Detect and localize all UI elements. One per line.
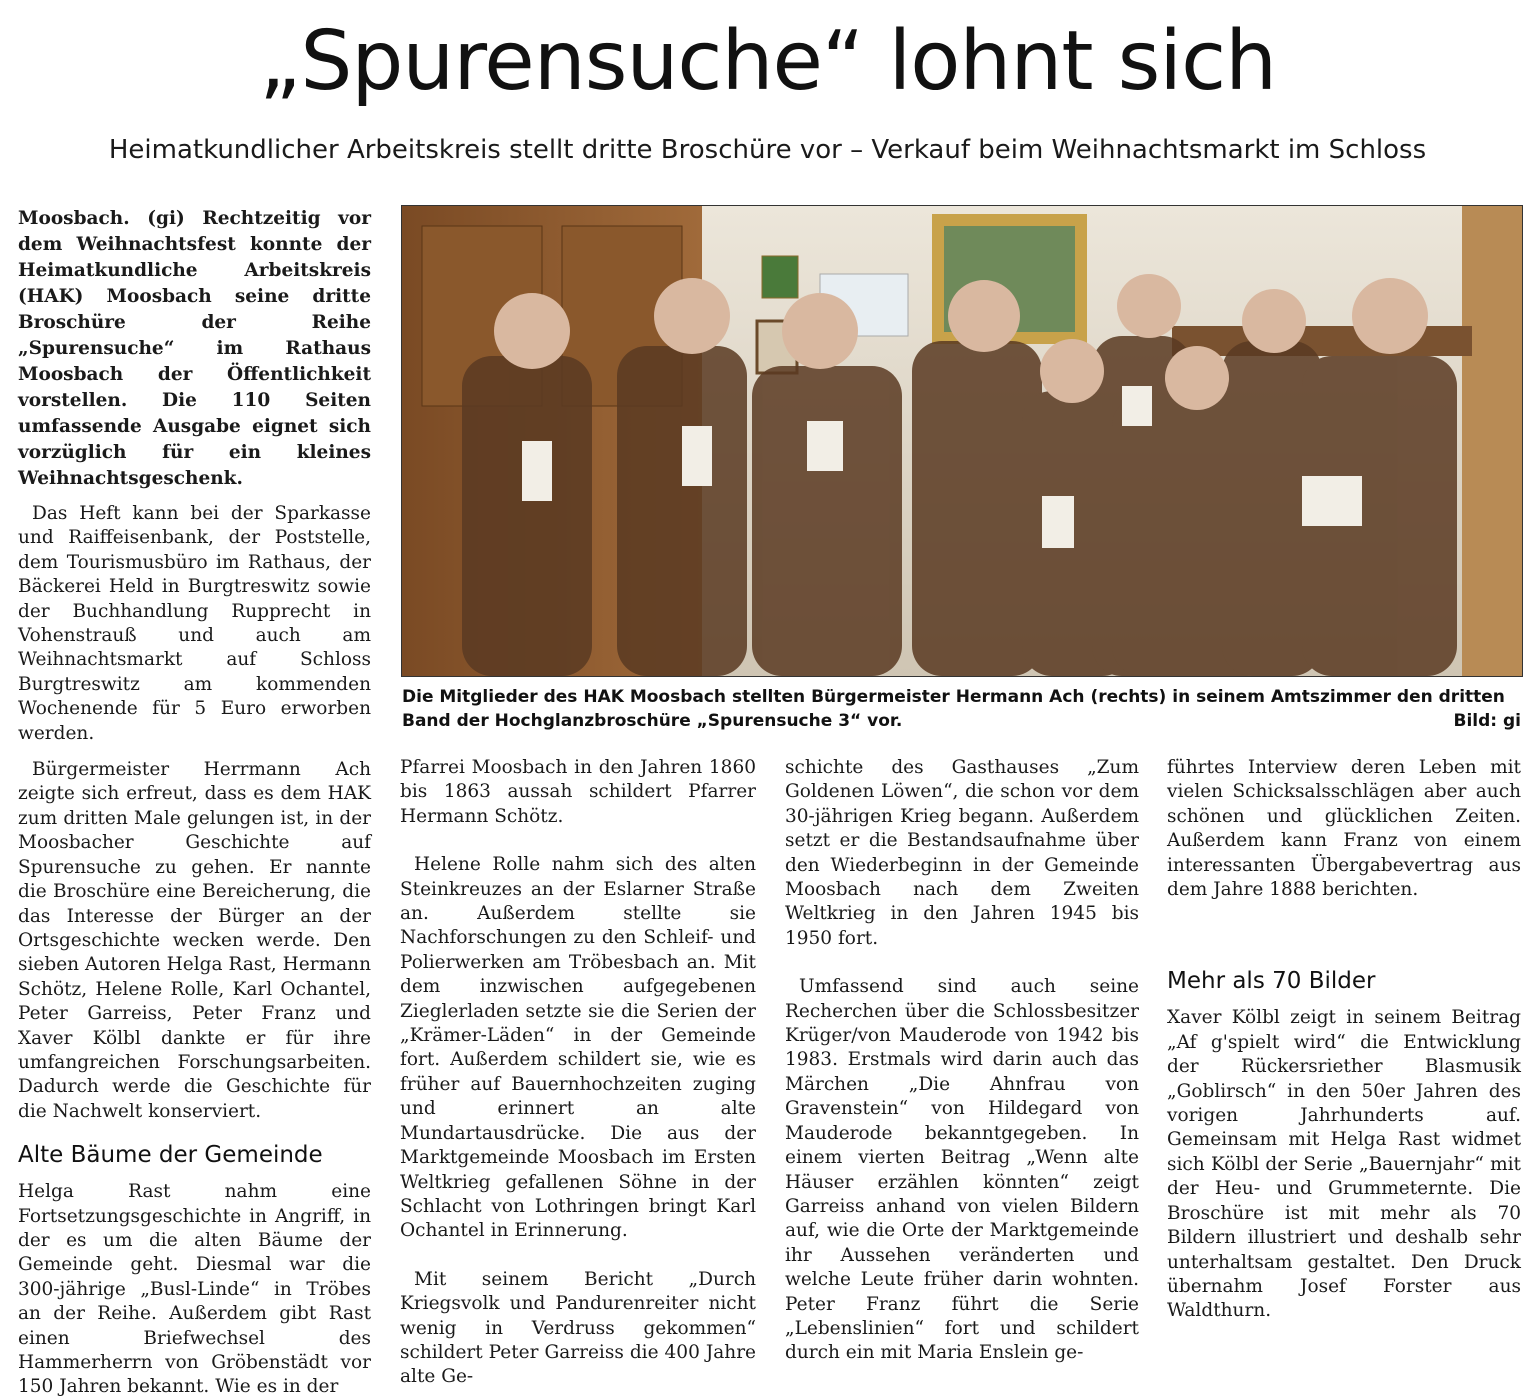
photo-credit: Bild: gi <box>1453 711 1521 731</box>
paragraph: Xaver Kölbl zeigt in seinem Beitrag „Af g'spielt wird“ die Entwicklung der Rückersriether Blasmusik „Goblirsch“ in den 50er Jahren des vorigen Jahrhunderts auf. Gemeinsam mit Helga Rast widmet sich Kölbl der Serie „Bauernjahr“ mit der Heu- und Grummeternte. Die Broschüre ist mit mehr als 70 Bildern illustriert und deshalb sehr unterhaltsam gestaltet. Den Druck übernahm Josef Forster aus Waldthurn. <box>1167 1007 1521 1322</box>
paragraph: Pfarrei Moosbach in den Jahren 1860 bis 1863 aussah schildert Pfarrer Hermann Schötz. <box>400 757 756 827</box>
headline: „Spurensuche“ lohnt sich <box>258 14 1277 109</box>
caption-text: Die Mitglieder des HAK Moosbach stellten Bürgermeister Hermann Ach (rechts) in seinem Amtszimmer den dritten Band der Hochglanzbroschüre „Spurensuche 3“ vor. <box>402 687 1505 731</box>
column-4 <box>1167 756 1521 1324</box>
photo-illustration <box>402 206 1522 676</box>
paragraph: Bürgermeister Herrmann Ach zeigte sich erfreut, dass es dem HAK zum dritten Male gelungen ist, in der Moosbacher Geschichte auf Spurensuche zu gehen. Er nannte die Broschüre eine Bereicherung, die das Interesse der Bürger an der Ortsgeschichte wecken werde. Den sieben Autoren Helga Rast, Hermann Schötz, Helene Rolle, Karl Ochantel, Peter Garreiss, Peter Franz und Xaver Kölbl dankte er für ihre umfangreichen Forschungsarbeiten. Dadurch werde die Geschichte für die Nachwelt konserviert. <box>18 759 371 1122</box>
subheadline: Heimatkundlicher Arbeitskreis stellt dritte Broschüre vor – Verkauf beim Weihnachtsmarkt im Schloss <box>108 135 1427 165</box>
paragraph: Mit seinem Bericht „Durch Kriegsvolk und Pandurenreiter nicht wenig in Verdruss gekommen“ schildert Peter Garreiss die 400 Jahre alte Ge- <box>400 1268 756 1388</box>
subhead-alte-baeume: Alte Bäume der Gemeinde <box>18 1142 323 1169</box>
group-photo <box>401 205 1523 677</box>
paragraph: Das Heft kann bei der Sparkasse und Raiffeisenbank, der Poststelle, dem Tourismusbüro im Rathaus, der Bäckerei Held in Burgtreswitz sowie der Buchhandlung Rupprecht in Vohenstrauß und auch am Weihnachtsmarkt auf Schloss Burgtreswitz am kommenden Wochenende für 5 Euro erworben werden. <box>18 503 371 744</box>
column-3 <box>785 756 1139 1366</box>
paragraph: führtes Interview deren Leben mit vielen Schicksalsschlägen aber auch schönen und glücklichen Zeiten. Außerdem kann Franz von einem interessanten Übergabevertrag aus dem Jahre 1888 berichten. <box>1167 757 1521 901</box>
paragraph: schichte des Gasthauses „Zum Goldenen Löwen“, die schon vor dem 30-jährigen Krieg begann. Außerdem setzt er die Bestandsaufnahme über den Wiederbeginn in der Gemeinde Moosbach nach dem Zweiten Weltkrieg in den Jahren 1945 bis 1950 fort. <box>785 757 1139 949</box>
column-1 <box>18 206 371 1400</box>
paragraph: Helene Rolle nahm sich des alten Steinkreuzes an der Eslarner Straße an. Außerdem stellte sie Nachforschungen zu den Schleif- und Polierwerken am Tröbesbach an. Mit dem inzwischen aufgegebenen Zieglerladen setzte sie die Serien der „Krämer-Läden“ in der Gemeinde fort. Außerdem schildert sie, wie es früher auf Bauernhochzeiten zuging und erinnert an alte Mundartausdrücke. Die aus der Marktgemeinde Moosbach im Ersten Weltkrieg gefallenen Söhne in der Schlacht von Lothringen bringt Karl Ochantel in Erinnerung. <box>400 854 756 1242</box>
paragraph: Umfassend sind auch seine Recherchen über die Schlossbesitzer Krüger/von Mauderode von 1942 bis 1983. Erstmals wird darin auch das Märchen „Die Ahnfrau von Gravenstein“ von Hildegard von Mauderode bekanntgegeben. In einem vierten Beitrag „Wenn alte Häuser erzählen könnten“ zeigt Garreiss anhand von vielen Bildern auf, wie die Orte der Marktgemeinde ihr Aussehen veränderten und welche Leute früher darin wohnten. Peter Franz führt die Serie „Lebenslinien“ fort und schildert durch ein mit Maria Enslein ge- <box>785 976 1139 1364</box>
subhead-mehr-als-70-bilder: Mehr als 70 Bilder <box>1167 968 1376 995</box>
lead-paragraph: Moosbach. (gi) Rechtzeitig vor dem Weihnachtsfest konnte der Heimatkundliche Arbeitskreis (HAK) Moosbach seine dritte Broschüre der Reihe „Spurensuche“ im Rathaus Moosbach der Öffentlichkeit vorstellen. Die 110 Seiten umfassende Ausgabe eignet sich vorzüglich für ein kleines Weihnachtsgeschenk. <box>18 208 371 489</box>
photo-caption <box>402 685 1521 733</box>
paragraph: Helga Rast nahm eine Fortsetzungsgeschichte in Angriff, in der es um die alten Bäume der Gemeinde geht. Diesmal war die 300-jährige „Busl-Linde“ in Tröbes an der Reihe. Außerdem gibt Rast einen Briefwechsel des Hammerherrn von Gröbenstädt vor 150 Jahren bekannt. Wie es in der <box>18 1181 371 1398</box>
column-2 <box>400 756 756 1390</box>
